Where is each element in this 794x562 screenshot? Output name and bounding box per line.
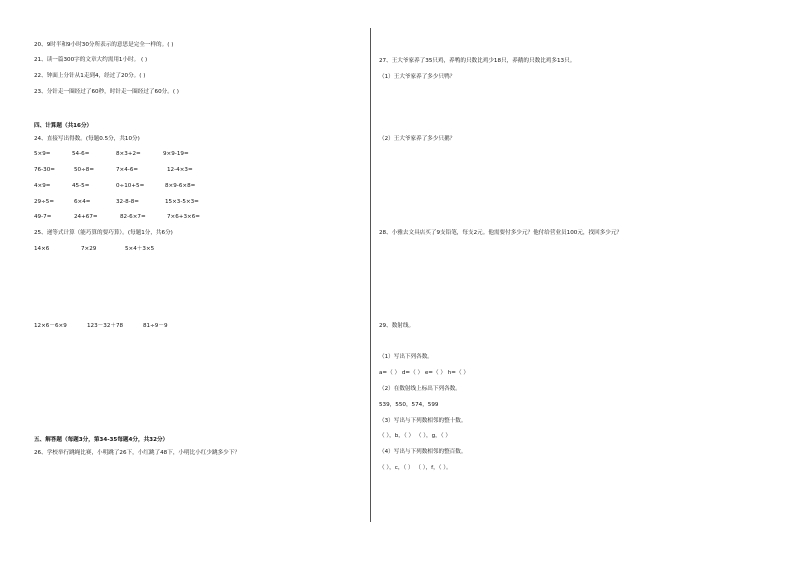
calc-item: 24+67= (74, 214, 98, 220)
q25-item: 5×4＋3×5 (125, 246, 155, 252)
q25-item: 7×29 (81, 246, 97, 252)
question-28: 28、小雅去文具店买了9支铅笔，每支2元。他需要付多少元？他付给营业员100元，找回多少元？ (379, 230, 623, 236)
question-29: 29、数射线。 (379, 323, 415, 329)
column-divider (370, 28, 371, 522)
calc-item: 5×9= (34, 151, 51, 157)
question-27: 27、王大爷家养了35只鸡，养鸭的只数比鸡少18只，养鹅的只数比鸡多13只。 (379, 58, 576, 64)
question-29-part-3-blanks: （ ），b，（ ） （ ），g，（ ） (379, 433, 451, 439)
q25-item: 81÷9－9 (143, 323, 168, 329)
q25-item: 123－32＋78 (87, 323, 124, 329)
calc-item: 15×3-5×3= (165, 199, 199, 205)
calc-item: 4×9= (34, 183, 51, 189)
calc-item: 76-30= (34, 167, 55, 173)
question-29-part-1: （1）写出下列各数。 (379, 354, 433, 360)
calc-item: 7×4-6= (116, 167, 139, 173)
question-23: 23、分针走一圈经过了60秒，时针走一圈经过了60分。( ) (34, 89, 179, 95)
question-29-part-4: （4）写出与下列数相邻的整百数。 (379, 449, 467, 455)
calc-item: 0÷10+5= (116, 183, 145, 189)
calc-item: 29÷5= (34, 199, 55, 205)
calc-item: 9×9-19= (163, 151, 189, 157)
calc-item: 45-5= (72, 183, 90, 189)
question-29-part-1-blanks: a=（ ） d=（ ） e=（ ） h=（ ） (379, 370, 469, 376)
calc-item: 8×9-6×8= (165, 183, 196, 189)
q25-item: 14×6 (34, 246, 50, 252)
calc-item: 6×4= (74, 199, 91, 205)
question-29-part-3: （3）写出与下列数相邻的整十数。 (379, 418, 467, 424)
calc-item: 7×6+3×6= (167, 214, 200, 220)
question-20: 20、9时半和9小时30分所表示的意思是完全一样的。( ) (34, 42, 174, 48)
q25-item: 12×6－6×9 (34, 323, 67, 329)
calc-item: 8×3+2= (116, 151, 141, 157)
calc-item: 49-7= (34, 214, 52, 220)
question-21: 21、读一篇300字的文章大约需用1小时。 ( ) (34, 57, 148, 63)
calc-item: 32-8-8= (116, 199, 139, 205)
question-24: 24、直接写出得数。(每题0.5分，共10分) (34, 136, 140, 142)
section-5-heading: 五、解答题（每题3分，第34-35每题4分，共32分） (34, 437, 169, 443)
calc-item: 82-6×7= (120, 214, 146, 220)
question-22: 22、钟面上分针从1走到4，经过了20分。( ) (34, 73, 146, 79)
question-29-part-2-numbers: 539，550，574，599 (379, 402, 439, 408)
calc-item: 12-4×3= (167, 167, 193, 173)
calc-item: 54-6= (72, 151, 90, 157)
section-4-heading: 四、计算题（共16分） (34, 123, 93, 129)
question-26: 26、学校举行跳绳比赛，小明跳了26下，小红跳了48下，小明比小红少跳多少下？ (34, 450, 240, 456)
question-29-part-4-blanks: （ ），c，（ ） （ ），f，（ ）。 (379, 465, 452, 471)
question-25: 25、递等式计算（能巧算的要巧算）。(每题1分，共6分) (34, 230, 173, 236)
calc-item: 50÷8= (74, 167, 95, 173)
question-27-part-1: （1）王大爷家养了多少只鸭？ (379, 74, 456, 80)
question-27-part-2: （2）王大爷家养了多少只鹅？ (379, 136, 456, 142)
question-29-part-2: （2）在数射线上标出下列各数。 (379, 386, 461, 392)
